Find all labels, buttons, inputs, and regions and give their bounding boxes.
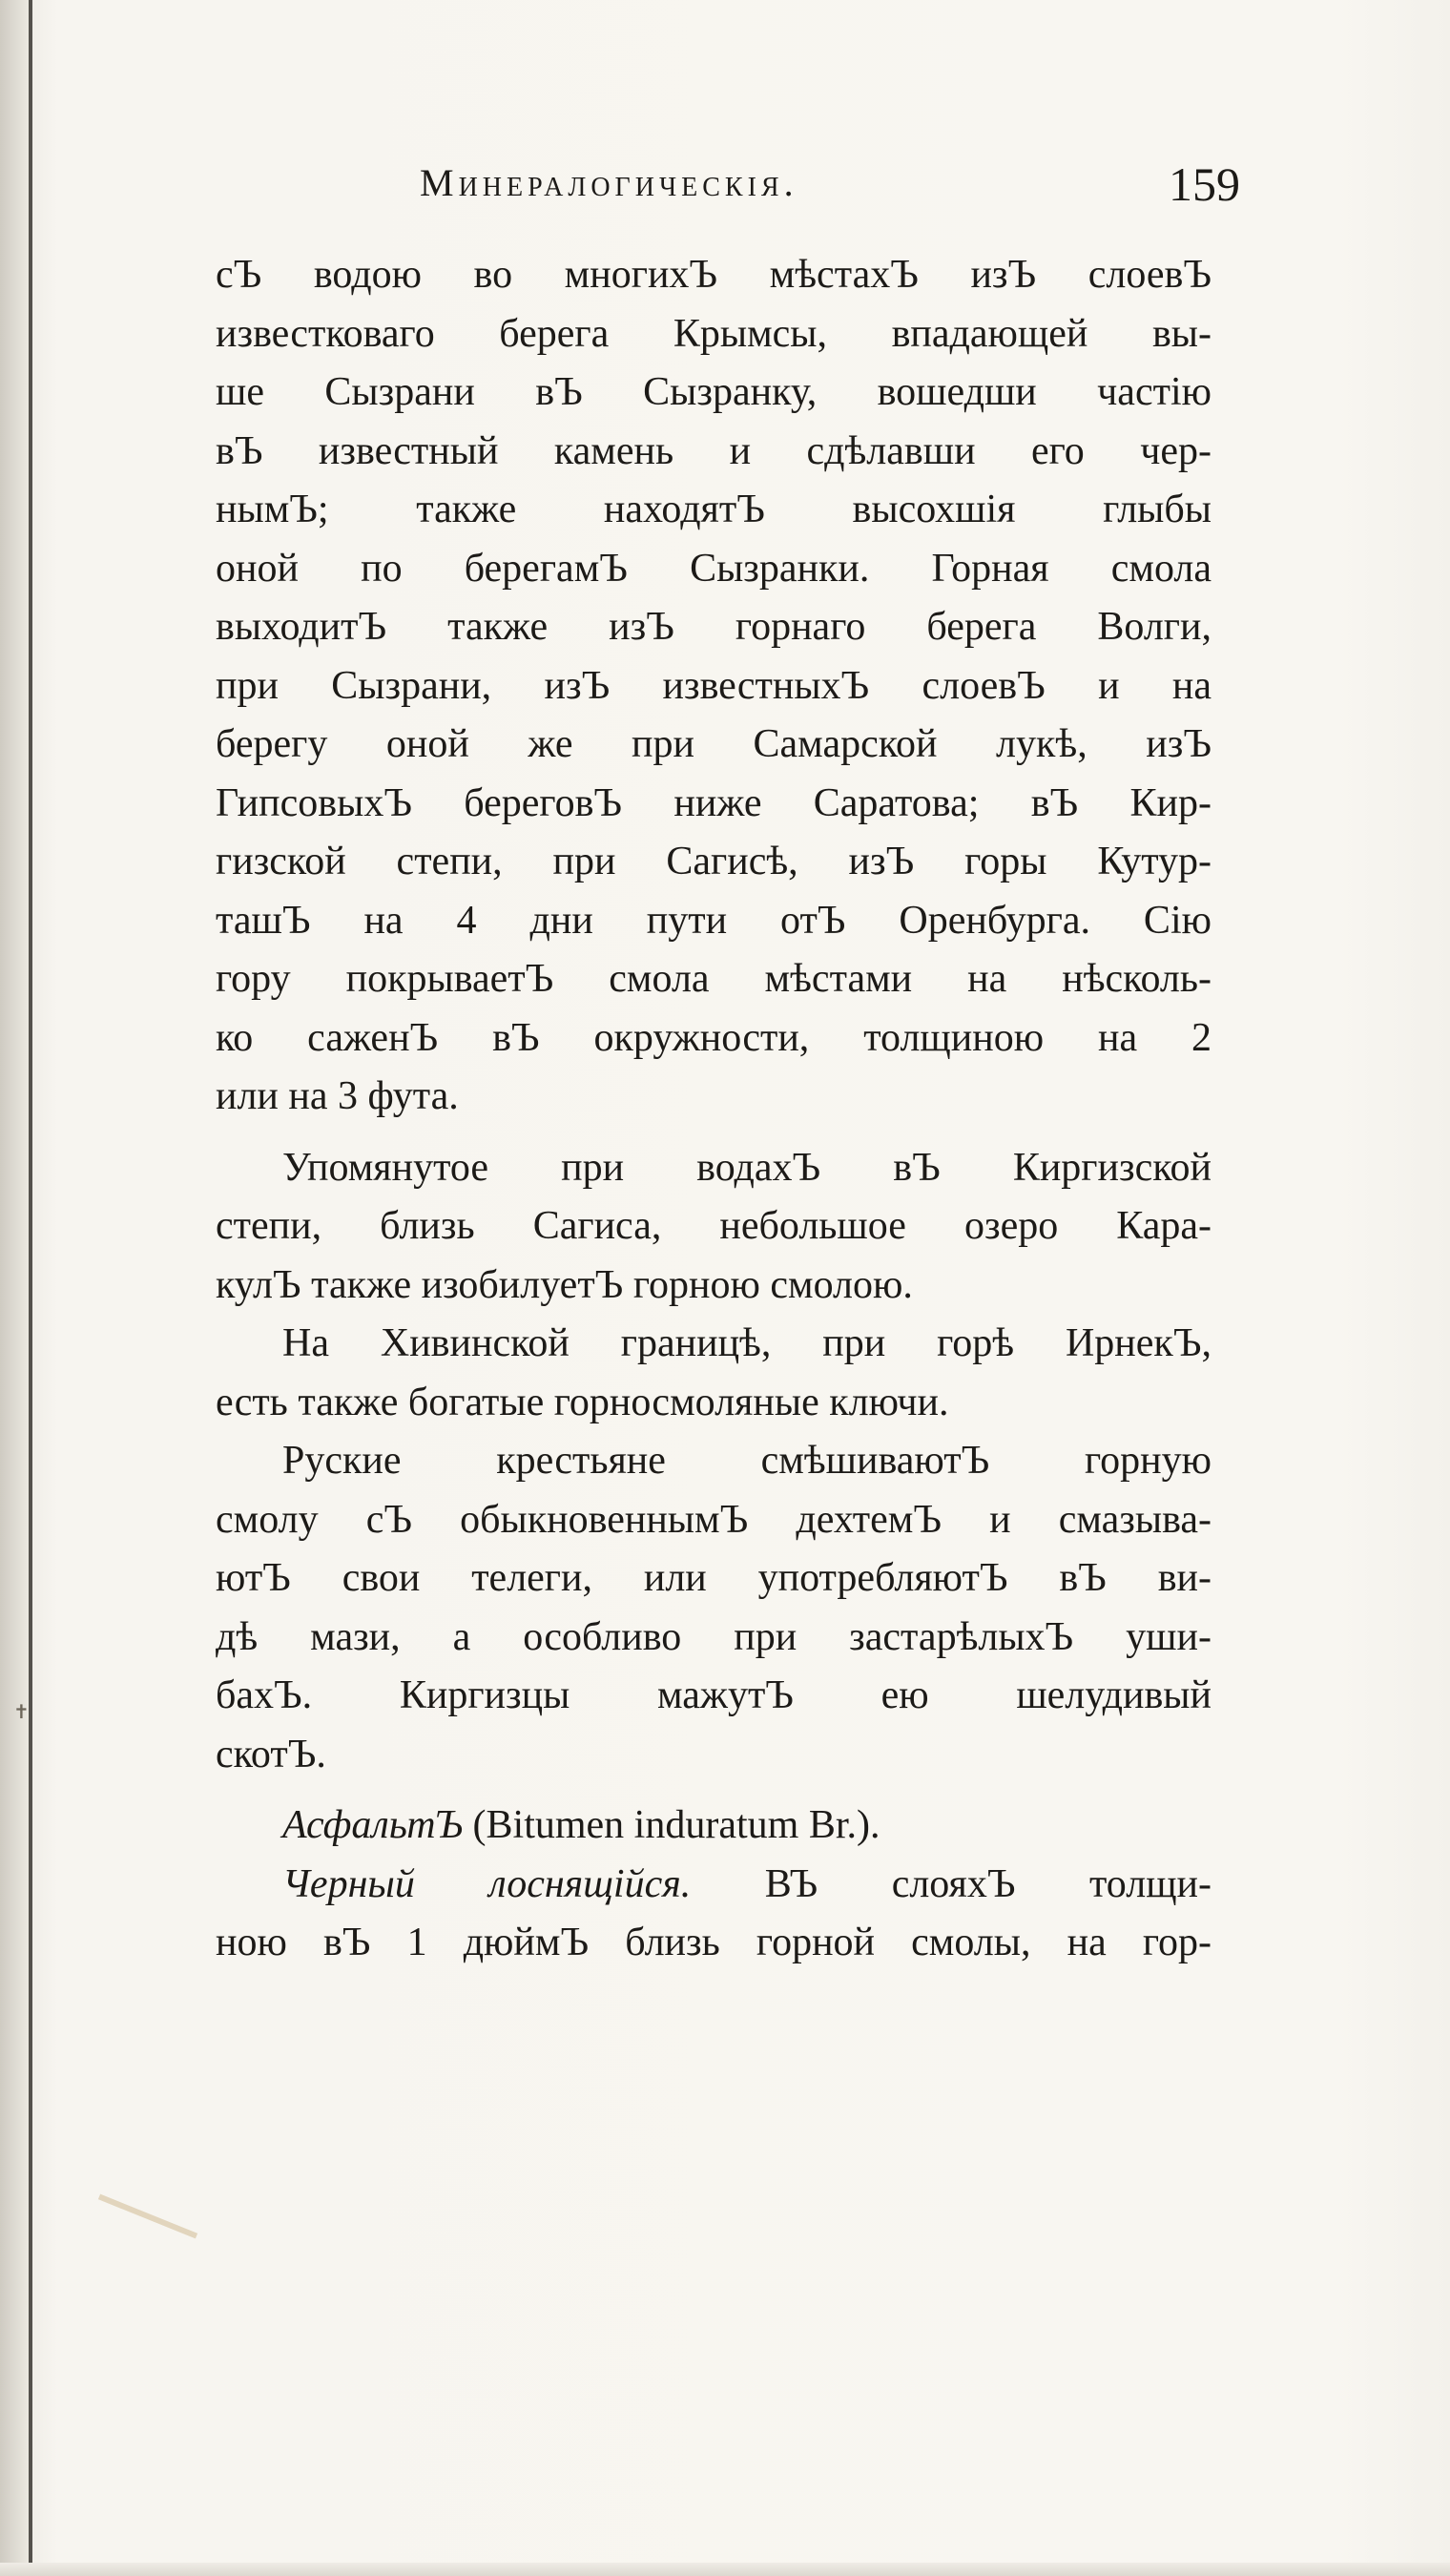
page-bottom-edge: [0, 2563, 1450, 2576]
text-line: ною вЪ 1 дюймЪ близь горной смолы, на гор-: [216, 1921, 1212, 1964]
body-text: [216, 246, 1212, 1973]
text-line: гизской степи, при Сагисѣ, изЪ горы Кутур-: [216, 840, 1212, 883]
text-line: ютЪ свои телеги, или употребляютЪ вЪ ви-: [216, 1556, 1212, 1600]
asphalt-heading: [216, 1797, 1212, 1856]
binding-shadow: [0, 0, 29, 2576]
text-line: выходитЪ также изЪ горнаго берега Волги,: [216, 605, 1212, 649]
text-line: берегу оной же при Самарской лукѣ, изЪ: [216, 722, 1212, 766]
black-asphalt-line: [216, 1856, 1212, 1915]
asphalt-term: АсфальтЪ: [282, 1803, 464, 1847]
running-head: Минералогическія.: [420, 161, 798, 204]
page-number: 159: [1169, 157, 1240, 211]
text-line: есть также богатые горносмоляные ключи.: [216, 1380, 949, 1424]
paper-stain: [98, 2194, 197, 2239]
text-line: или на 3 фута.: [216, 1074, 459, 1118]
text-line: ко саженЪ вЪ окружности, толщиною на 2: [216, 1015, 1212, 1060]
text-line: ше Сызрани вЪ Сызранку, вошедши частію: [216, 370, 1212, 414]
text-line: сЪ водою во многихЪ мѣстахЪ изЪ слоевЪ: [216, 253, 1212, 297]
text-line: вЪ известный камень и сдѣлавши его чер-: [216, 428, 1212, 473]
text-line: при Сызрани, изЪ известныхЪ слоевЪ и на: [216, 663, 1212, 708]
black-rest: ВЪ слояхЪ толщи-: [764, 1861, 1212, 1906]
text-line: ташЪ на 4 дни пути отЪ Оренбурга. Сію: [216, 898, 1212, 943]
text-line: степи, близь Сагиса, небольшое озеро Кара-: [216, 1204, 1212, 1248]
text-line: кулЪ также изобилуетЪ горною смолою.: [216, 1262, 913, 1307]
text-line: скотЪ.: [216, 1732, 326, 1776]
text-line: На Хивинской границѣ, при горѣ ИрнекЪ,: [282, 1321, 1212, 1365]
text-line: бахЪ. Киргизцы мажутЪ ею шелудивый: [216, 1673, 1212, 1717]
black-term: Черный лоснящійся.: [282, 1861, 692, 1906]
margin-mark: ✝: [13, 1700, 30, 1723]
text-line: Упомянутое при водахЪ вЪ Киргизской: [282, 1145, 1212, 1190]
page-header: [420, 157, 1240, 218]
asphalt-latin: (Bitumen induratum Br.).: [472, 1803, 880, 1847]
page-edge-line: [29, 0, 32, 2576]
text-line: смолу сЪ обыкновеннымЪ дехтемЪ и смазыва-: [216, 1497, 1212, 1542]
text-line: известковаго берега Крымсы, впадающей вы-: [216, 311, 1212, 356]
paragraph-gap: [216, 1127, 1212, 1139]
paragraph-gap: [216, 1784, 1212, 1797]
text-line: Руские крестьяне смѣшиваютЪ горную: [282, 1439, 1212, 1483]
text-line: оной по берегамЪ Сызранки. Горная смола: [216, 546, 1212, 591]
text-line: дѣ мази, а особливо при застарѣлыхЪ уши-: [216, 1614, 1212, 1659]
text-line: гору покрываетЪ смола мѣстами на нѣсколь-: [216, 957, 1212, 1001]
text-line: нымЪ; также находятЪ высохшія глыбы: [216, 488, 1212, 531]
text-line: ГипсовыхЪ береговЪ ниже Саратова; вЪ Кир-: [216, 780, 1212, 825]
